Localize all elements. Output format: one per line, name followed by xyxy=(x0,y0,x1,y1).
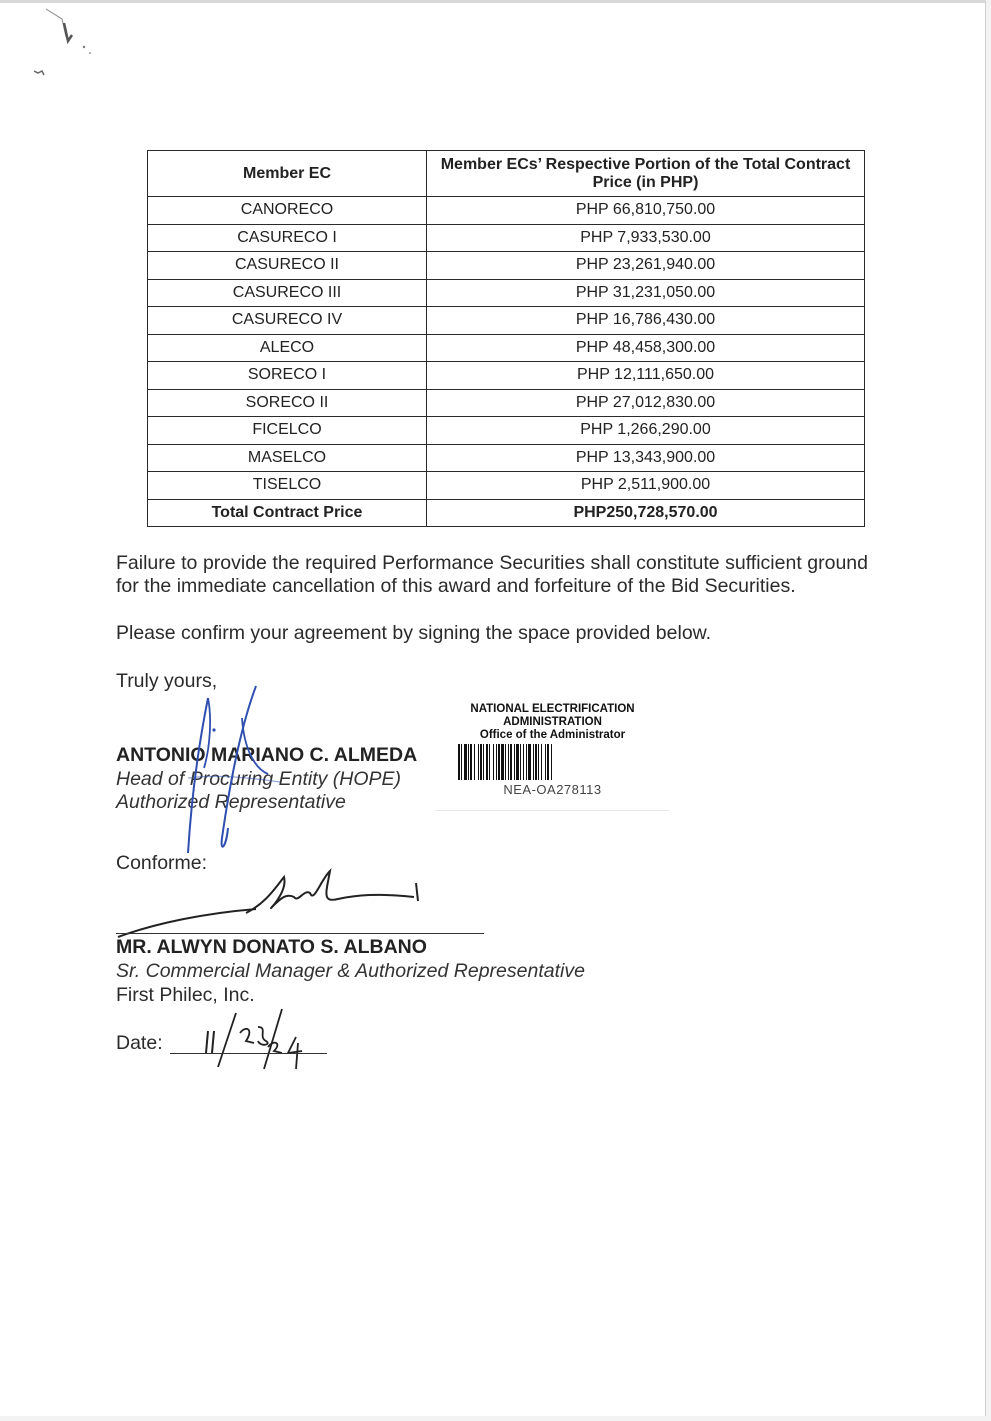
date-label: Date: xyxy=(116,1032,163,1054)
barcode-bar xyxy=(478,744,479,780)
barcode-bar xyxy=(461,744,462,780)
total-row xyxy=(148,499,865,526)
portion-cell: PHP 48,458,300.00 xyxy=(427,334,865,362)
portion-cell: PHP 13,343,900.00 xyxy=(427,444,865,472)
nea-receiving-stamp xyxy=(436,703,669,811)
barcode-bar xyxy=(528,744,531,780)
stamp-line-2: ADMINISTRATION xyxy=(503,716,602,728)
confirm-paragraph: Please confirm your agreement by signing the space provided below. xyxy=(116,622,712,644)
barcode xyxy=(458,744,648,780)
member-ec-cell: TISELCO xyxy=(148,472,427,500)
barcode-bar xyxy=(533,744,534,780)
barcode-bar xyxy=(483,744,484,780)
barcode-bar xyxy=(474,744,475,780)
barcode-bar xyxy=(498,744,500,780)
barcode-bar xyxy=(508,744,509,780)
portion-cell: PHP 7,933,530.00 xyxy=(427,224,865,252)
member-ec-cell: ALECO xyxy=(148,334,427,362)
column-header-member-ec: Member EC xyxy=(148,151,427,197)
conforme-company: First Philec, Inc. xyxy=(116,984,255,1006)
barcode-bar xyxy=(523,744,524,780)
barcode-bar xyxy=(458,744,460,780)
barcode-bar xyxy=(468,744,469,780)
portion-cell: PHP 2,511,900.00 xyxy=(427,472,865,500)
total-label-cell: Total Contract Price xyxy=(148,499,427,526)
table-row xyxy=(148,307,865,335)
portion-cell: PHP 23,261,940.00 xyxy=(427,252,865,280)
barcode-bar xyxy=(516,744,519,780)
scan-specks xyxy=(28,7,108,87)
member-ec-cell: CASURECO III xyxy=(148,279,427,307)
portion-cell: PHP 27,012,830.00 xyxy=(427,389,865,417)
stamp-code: NEA-OA278113 xyxy=(503,782,602,797)
barcode-bar xyxy=(501,744,504,780)
barcode-bar xyxy=(480,744,482,780)
barcode-bar xyxy=(470,744,472,780)
barcode-bar xyxy=(464,744,467,780)
table-row xyxy=(148,472,865,500)
barcode-bar xyxy=(520,744,521,780)
barcode-bar xyxy=(538,744,539,780)
member-ec-cell: SORECO I xyxy=(148,362,427,390)
handwritten-date xyxy=(196,1007,316,1071)
member-ec-cell: CASURECO IV xyxy=(148,307,427,335)
signatory-title: Head of Procuring Entity (HOPE) xyxy=(116,768,402,790)
table-row xyxy=(148,334,865,362)
table-row xyxy=(148,389,865,417)
barcode-bar xyxy=(535,744,537,780)
member-ec-cell: CASURECO I xyxy=(148,224,427,252)
barcode-bar xyxy=(526,744,527,780)
signatory-name: ANTONIO MARIANO C. ALMEDA xyxy=(116,744,418,766)
signatory-role: Authorized Representative xyxy=(116,791,346,813)
member-ec-cell: CASURECO II xyxy=(148,252,427,280)
table-row xyxy=(148,279,865,307)
stamp-line-3: Office of the Administrator xyxy=(479,729,626,741)
conforme-name: MR. ALWYN DONATO S. ALBANO xyxy=(116,936,427,958)
barcode-bar xyxy=(486,744,488,780)
column-header-portion: Member ECs’ Respective Portion of the Total Contract Price (in PHP) xyxy=(427,151,865,197)
table-row xyxy=(148,224,865,252)
closing-text: Truly yours, xyxy=(116,670,218,692)
conforme-signature-line xyxy=(116,933,484,934)
table-row xyxy=(148,444,865,472)
portion-cell: PHP 16,786,430.00 xyxy=(427,307,865,335)
table-row xyxy=(148,252,865,280)
portion-cell: PHP 1,266,290.00 xyxy=(427,417,865,445)
conforme-signature xyxy=(116,863,436,943)
member-ec-cell: MASELCO xyxy=(148,444,427,472)
conforme-label: Conforme: xyxy=(116,852,208,874)
barcode-bar xyxy=(514,744,515,780)
table-header-row xyxy=(148,151,865,197)
portion-cell: PHP 12,111,650.00 xyxy=(427,362,865,390)
table-body xyxy=(148,197,865,527)
barcode-bar xyxy=(541,744,542,780)
barcode-bar xyxy=(505,744,506,780)
total-value-cell: PHP250,728,570.00 xyxy=(427,499,865,526)
date-line xyxy=(170,1053,327,1054)
barcode-bar xyxy=(489,744,490,780)
portion-cell: PHP 31,231,050.00 xyxy=(427,279,865,307)
member-ec-cell: FICELCO xyxy=(148,417,427,445)
barcode-bar xyxy=(493,744,494,780)
conforme-title: Sr. Commercial Manager & Authorized Representative xyxy=(116,960,585,982)
table-row xyxy=(148,197,865,225)
barcode-bar xyxy=(551,744,552,780)
barcode-bar xyxy=(496,744,497,780)
table-row xyxy=(148,417,865,445)
member-ec-table xyxy=(147,150,865,527)
barcode-bar xyxy=(510,744,512,780)
portion-cell: PHP 66,810,750.00 xyxy=(427,197,865,225)
member-ec-cell: SORECO II xyxy=(148,389,427,417)
barcode-bar xyxy=(545,744,546,780)
member-ec-cell: CANORECO xyxy=(148,197,427,225)
stamp-line-1: NATIONAL ELECTRIFICATION xyxy=(470,703,635,715)
table-row xyxy=(148,362,865,390)
failure-paragraph: Failure to provide the required Performance Securities shall constitute sufficient ground for the immediate cancellation of this award and forfeiture of the Bid Securities. xyxy=(116,552,868,597)
barcode-bar xyxy=(547,744,549,780)
